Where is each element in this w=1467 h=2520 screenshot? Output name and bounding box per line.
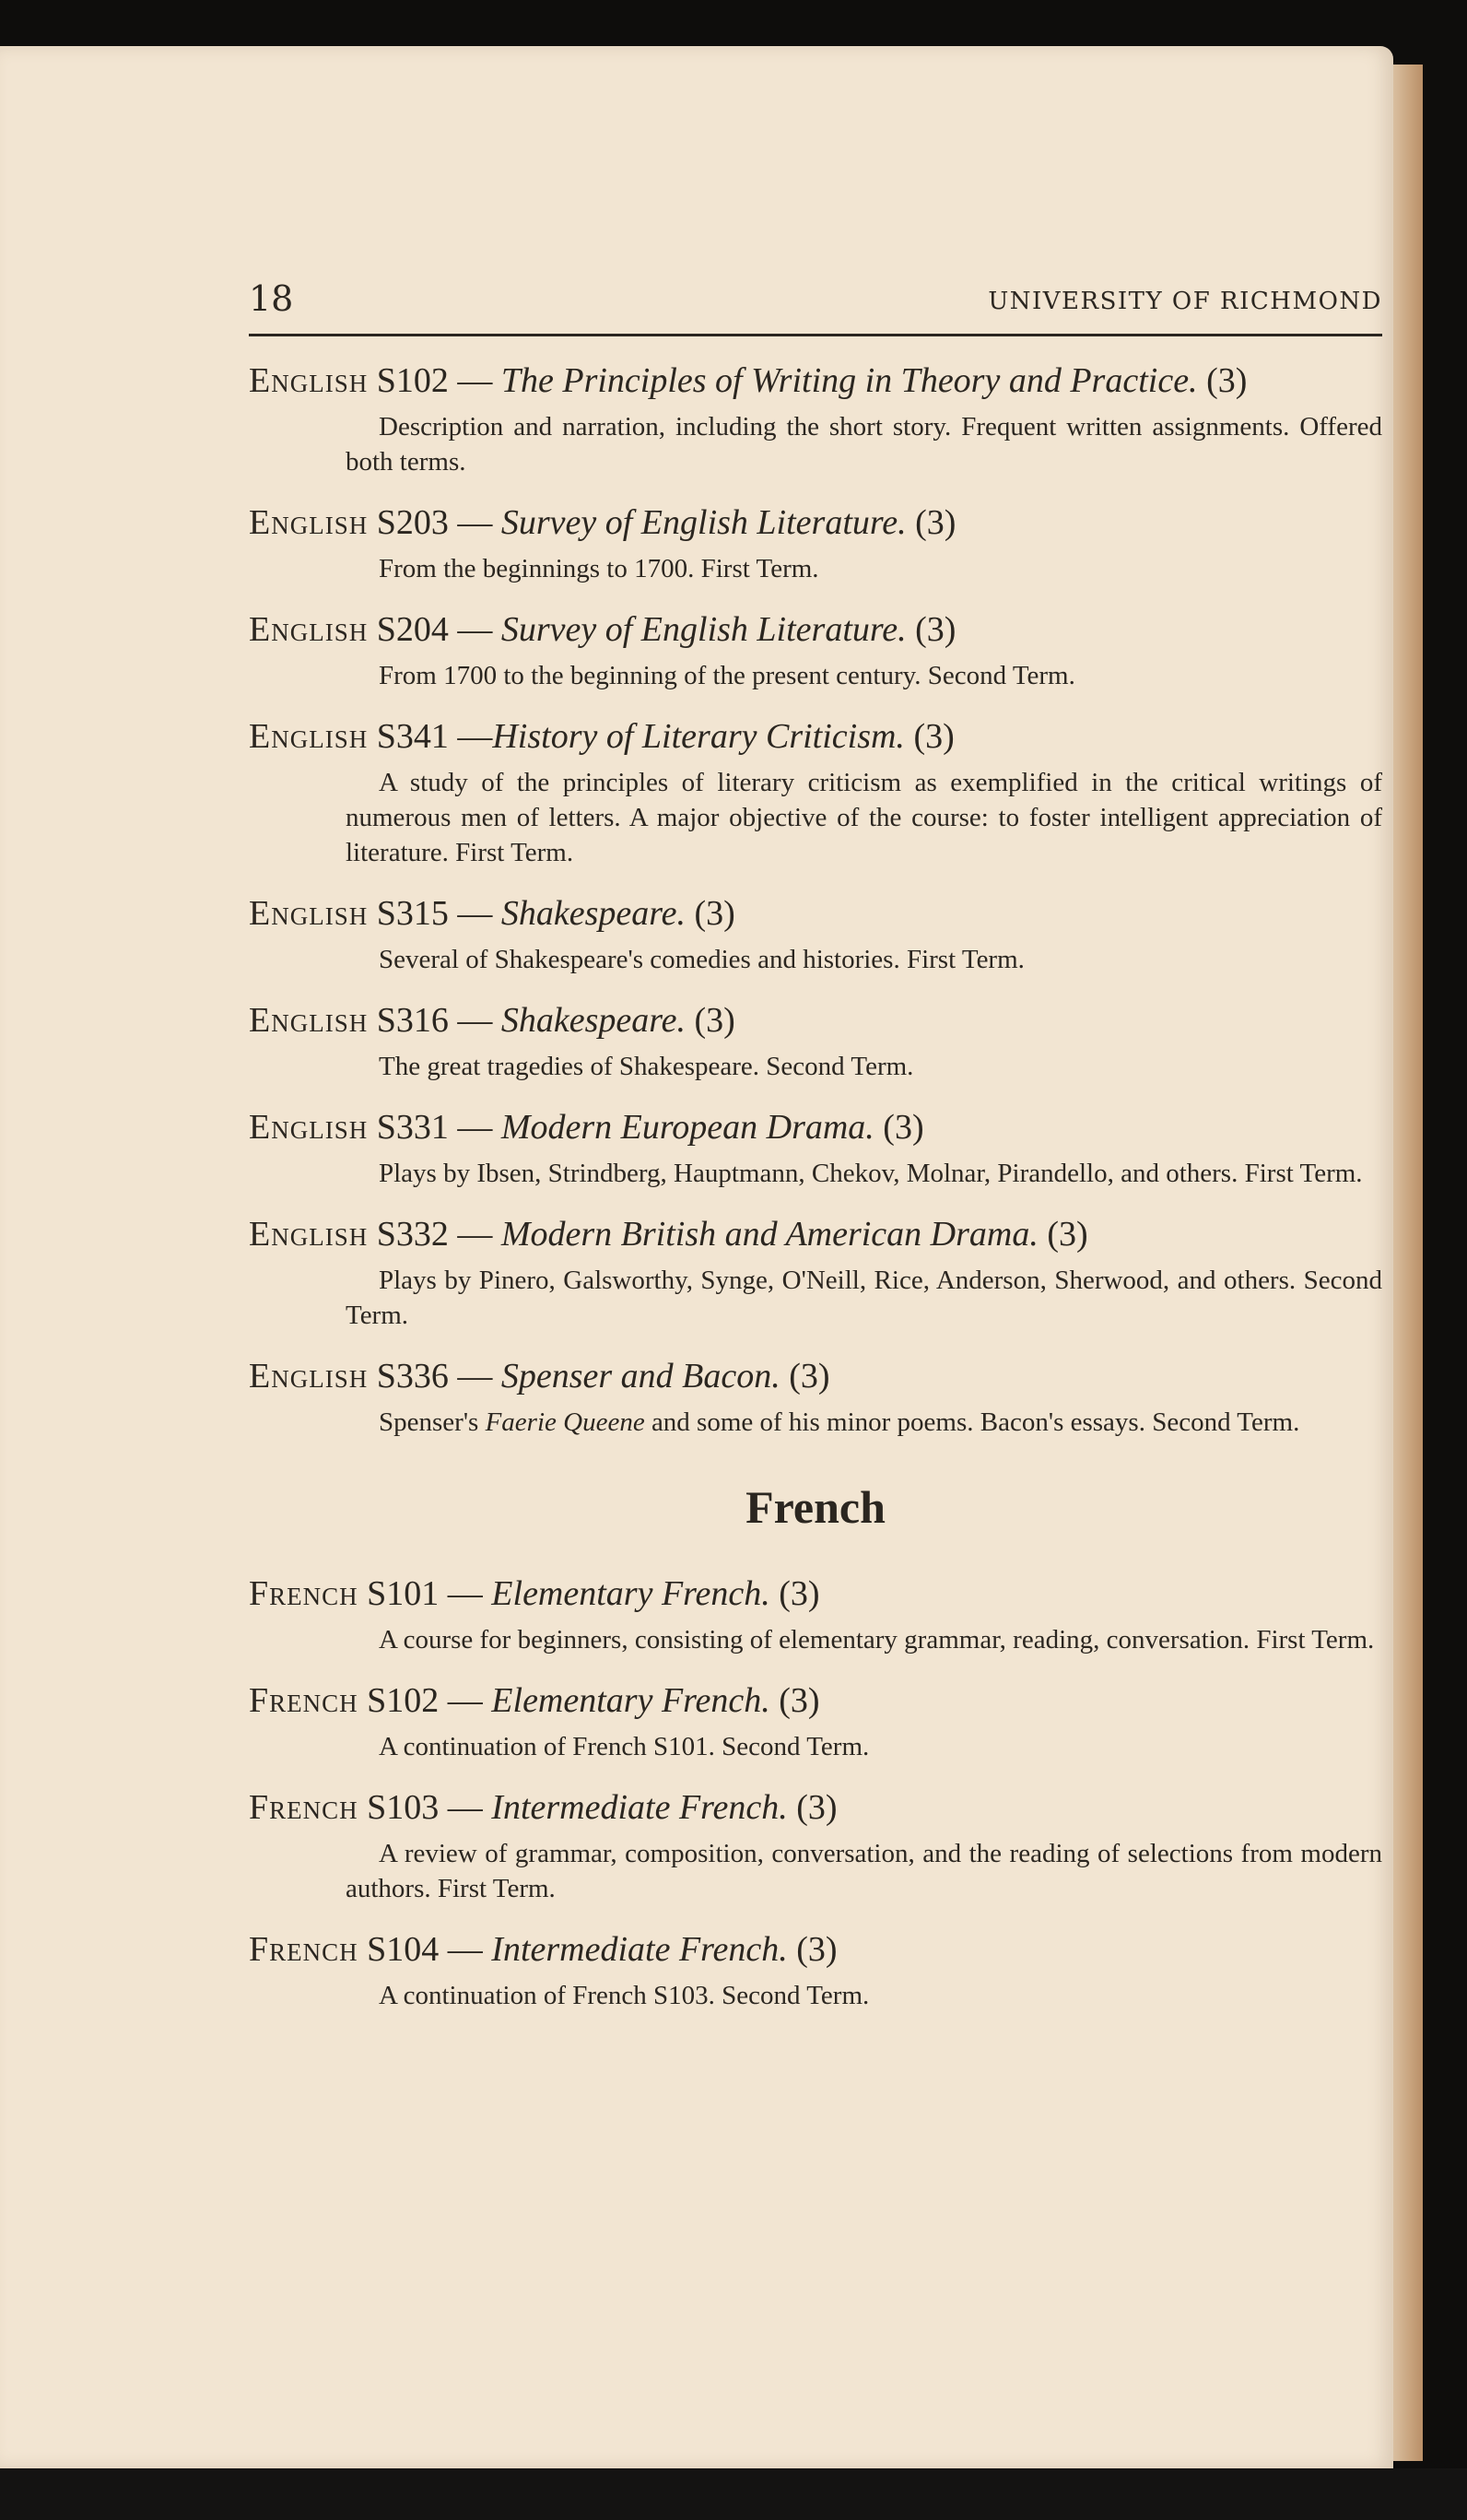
course-description: The great tragedies of Shakespeare. Second Term. <box>379 1052 914 1081</box>
course-code: S203 <box>376 503 449 542</box>
course-sep: — <box>448 361 501 400</box>
course-sep: — <box>448 1357 501 1395</box>
english-courses <box>249 358 1382 1333</box>
course-listing <box>249 358 1382 2033</box>
course-credits: (3) <box>779 1681 820 1720</box>
page-number: 18 <box>249 278 294 319</box>
course-heading <box>249 500 1382 546</box>
course-credits: (3) <box>915 503 956 542</box>
course-dept: English <box>249 717 369 756</box>
course-entry <box>249 1678 1382 1764</box>
course-entry <box>249 1104 1382 1191</box>
course-credits: (3) <box>1047 1215 1088 1254</box>
desc-text: and some of his minor poems. Bacon's essays. Second Term. <box>644 1407 1300 1437</box>
course-title: Intermediate French. <box>491 1930 788 1969</box>
course-sep: — <box>439 1788 492 1827</box>
course-code: S331 <box>376 1108 449 1147</box>
course-title: The Principles of Writing in Theory and Practice. <box>500 361 1198 400</box>
course-code: S104 <box>367 1930 440 1969</box>
course-description: Description and narration, including the short story. Frequent written assignments. Offered both terms. <box>346 412 1382 477</box>
course-entry <box>249 1353 1382 1440</box>
course-code: S341 <box>376 717 449 756</box>
course-sep: — <box>448 717 493 756</box>
course-code: S336 <box>376 1357 449 1395</box>
course-code: S315 <box>376 894 449 933</box>
course-heading <box>249 358 1382 404</box>
course-code: S101 <box>367 1574 440 1613</box>
course-entry <box>249 358 1382 479</box>
french-courses <box>249 1571 1382 2013</box>
course-heading <box>249 1104 1382 1150</box>
course-entry <box>249 500 1382 586</box>
course-dept: English <box>249 1001 369 1040</box>
course-heading <box>249 1926 1382 1972</box>
scan-border-bottom <box>0 2468 1467 2520</box>
course-description <box>346 1405 1382 1440</box>
course-credits: (3) <box>1206 361 1248 400</box>
course-description: A review of grammar, composition, conversation, and the reading of selections from modern authors. First Term. <box>346 1839 1382 1903</box>
course-sep: — <box>448 610 501 649</box>
course-dept: French <box>249 1788 358 1827</box>
course-heading <box>249 1784 1382 1831</box>
course-title: Survey of English Literature. <box>500 610 907 649</box>
desc-text: Spenser's <box>379 1407 486 1437</box>
course-dept: English <box>249 503 369 542</box>
course-title: Shakespeare. <box>500 894 686 933</box>
course-title: Spenser and Bacon. <box>500 1357 780 1395</box>
course-credits: (3) <box>694 1001 735 1040</box>
course-heading <box>249 890 1382 936</box>
course-entry <box>249 890 1382 977</box>
course-description: A continuation of French S103. Second Term. <box>379 1981 870 2010</box>
course-heading <box>249 1678 1382 1724</box>
course-code: S204 <box>376 610 449 649</box>
course-code: S316 <box>376 1001 449 1040</box>
course-credits: (3) <box>883 1108 924 1147</box>
course-heading <box>249 1353 1382 1399</box>
page-header <box>249 278 1382 324</box>
course-credits: (3) <box>796 1930 838 1969</box>
course-heading <box>249 997 1382 1043</box>
course-credits: (3) <box>915 610 956 649</box>
course-description: A course for beginners, consisting of elementary grammar, reading, conversation. First Term. <box>379 1625 1375 1654</box>
course-credits: (3) <box>779 1574 820 1613</box>
course-dept: English <box>249 1357 369 1395</box>
course-credits: (3) <box>913 717 955 756</box>
page-edge <box>1393 65 1423 2461</box>
course-dept: English <box>249 894 369 933</box>
course-title: Survey of English Literature. <box>500 503 907 542</box>
course-sep: — <box>439 1574 492 1613</box>
course-description: From the beginnings to 1700. First Term. <box>379 554 819 583</box>
course-title: Elementary French. <box>491 1681 770 1720</box>
course-credits: (3) <box>694 894 735 933</box>
course-title: Elementary French. <box>491 1574 770 1613</box>
course-entry <box>249 713 1382 870</box>
course-title: History of Literary Criticism. <box>492 717 905 756</box>
running-head: UNIVERSITY OF RICHMOND <box>988 288 1382 315</box>
course-sep: — <box>448 1001 501 1040</box>
course-credits: (3) <box>789 1357 830 1395</box>
course-dept: English <box>249 1108 369 1147</box>
course-sep: — <box>448 1108 501 1147</box>
desc-italic-title: Faerie Queene <box>485 1407 645 1437</box>
course-title: Intermediate French. <box>491 1788 788 1827</box>
section-heading-french: French <box>745 1481 886 1533</box>
course-heading <box>249 1571 1382 1617</box>
course-heading <box>249 606 1382 653</box>
course-sep: — <box>448 894 501 933</box>
course-entry <box>249 1571 1382 1657</box>
course-sep: — <box>448 503 501 542</box>
course-title: Modern British and American Drama. <box>500 1215 1039 1254</box>
course-code: S332 <box>376 1215 449 1254</box>
course-code: S102 <box>376 361 449 400</box>
course-description: Several of Shakespeare's comedies and histories. First Term. <box>379 945 1025 974</box>
course-heading <box>249 713 1382 760</box>
course-dept: French <box>249 1681 358 1720</box>
course-sep: — <box>439 1681 492 1720</box>
course-dept: English <box>249 361 369 400</box>
course-dept: French <box>249 1574 358 1613</box>
course-description: A continuation of French S101. Second Term. <box>379 1732 870 1761</box>
course-dept: French <box>249 1930 358 1969</box>
course-entry <box>249 997 1382 1084</box>
course-entry <box>249 1926 1382 2013</box>
course-description: Plays by Pinero, Galsworthy, Synge, O'Neill, Rice, Anderson, Sherwood, and others. Second Term. <box>346 1266 1382 1330</box>
course-sep: — <box>448 1215 501 1254</box>
course-dept: English <box>249 1215 369 1254</box>
course-credits: (3) <box>796 1788 838 1827</box>
course-description: Plays by Ibsen, Strindberg, Hauptmann, Chekov, Molnar, Pirandello, and others. First Term. <box>379 1159 1363 1188</box>
course-code: S103 <box>367 1788 440 1827</box>
course-heading <box>249 1211 1382 1257</box>
course-entry <box>249 1784 1382 1906</box>
course-code: S102 <box>367 1681 440 1720</box>
course-dept: English <box>249 610 369 649</box>
course-entry <box>249 606 1382 693</box>
course-entry <box>249 1211 1382 1333</box>
course-title: Shakespeare. <box>500 1001 686 1040</box>
course-description: A study of the principles of literary criticism as exemplified in the critical writings of numerous men of letters. A major objective of the course: to foster intelligent appreciation of literature. First Term. <box>346 768 1382 867</box>
header-rule <box>249 334 1382 336</box>
course-title: Modern European Drama. <box>500 1108 874 1147</box>
course-description: From 1700 to the beginning of the present century. Second Term. <box>379 661 1075 690</box>
course-sep: — <box>439 1930 492 1969</box>
